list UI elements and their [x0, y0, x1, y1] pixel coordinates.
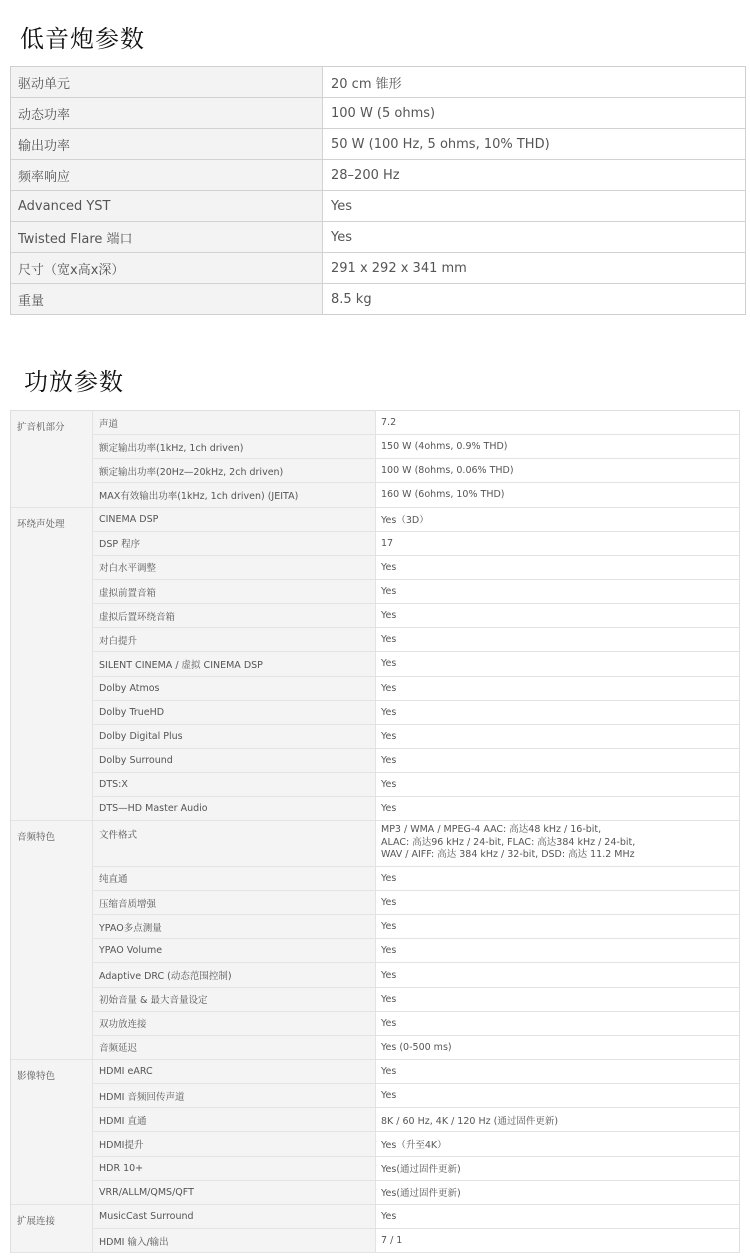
spec-value: 7.2 [376, 411, 740, 435]
spec-row [11, 435, 740, 459]
spec-value [376, 821, 740, 867]
spec-label: HDMI eARC [93, 1060, 376, 1084]
spec-label: 虚拟前置音箱 [93, 579, 376, 603]
spec-label: 对白水平调整 [93, 555, 376, 579]
spec-label: HDMI 音频回传声道 [93, 1084, 376, 1108]
spec-label: 文件格式 [93, 821, 376, 867]
spec-group-label: 环绕声处理 [11, 507, 93, 821]
spec-row [11, 253, 746, 284]
spec-label: 驱动单元 [11, 67, 323, 98]
spec-value: Yes [376, 1060, 740, 1084]
spec-row [11, 1060, 740, 1084]
spec-label: CINEMA DSP [93, 507, 376, 531]
spec-label: 声道 [93, 411, 376, 435]
subwoofer-title: 低音炮参数 [20, 25, 145, 53]
spec-row [11, 1180, 740, 1204]
spec-row [11, 748, 740, 772]
spec-label: 动态功率 [11, 98, 323, 129]
spec-label: 额定输出功率(1kHz, 1ch driven) [93, 435, 376, 459]
spec-row [11, 1156, 740, 1180]
spec-row [11, 579, 740, 603]
spec-label: 初始音量 & 最大音量设定 [93, 987, 376, 1011]
spec-row [11, 191, 746, 222]
spec-value-line: ALAC: 高达96 kHz / 24-bit, FLAC: 高达384 kHz / 24-bit, [381, 836, 636, 848]
spec-value: Yes（升至4K） [376, 1132, 740, 1156]
spec-label: 输出功率 [11, 129, 323, 160]
spec-value: Yes(通过固件更新) [376, 1156, 740, 1180]
spec-label: HDMI 输入/输出 [93, 1229, 376, 1253]
spec-row [11, 676, 740, 700]
spec-value: Yes [376, 1011, 740, 1035]
spec-label: YPAO多点测量 [93, 915, 376, 939]
spec-label: 尺寸（宽x高x深） [11, 253, 323, 284]
spec-value: Yes [376, 891, 740, 915]
spec-label: MusicCast Surround [93, 1204, 376, 1228]
spec-label: Dolby Digital Plus [93, 724, 376, 748]
spec-value: Yes [376, 579, 740, 603]
spec-value: Yes [376, 1084, 740, 1108]
spec-row [11, 1108, 740, 1132]
spec-label: 双功放连接 [93, 1011, 376, 1035]
spec-label: 压缩音质增强 [93, 891, 376, 915]
spec-row [11, 507, 740, 531]
spec-row [11, 483, 740, 507]
spec-value: 160 W (6ohms, 10% THD) [376, 483, 740, 507]
spec-label: Adaptive DRC (动态范围控制) [93, 963, 376, 987]
spec-row [11, 160, 746, 191]
spec-value: Yes [376, 676, 740, 700]
spec-value: Yes [376, 963, 740, 987]
spec-value: Yes [376, 652, 740, 676]
spec-value: 100 W (8ohms, 0.06% THD) [376, 459, 740, 483]
spec-value: 100 W (5 ohms) [323, 98, 746, 129]
spec-row [11, 555, 740, 579]
spec-value: Yes [376, 987, 740, 1011]
spec-value: Yes (0-500 ms) [376, 1035, 740, 1059]
spec-row [11, 963, 740, 987]
spec-value: 8.5 kg [323, 284, 746, 315]
spec-value: 8K / 60 Hz, 4K / 120 Hz (通过固件更新) [376, 1108, 740, 1132]
spec-value: 20 cm 锥形 [323, 67, 746, 98]
spec-row [11, 1011, 740, 1035]
spec-value: Yes [376, 555, 740, 579]
spec-row [11, 129, 746, 160]
spec-row [11, 1229, 740, 1253]
spec-row [11, 700, 740, 724]
spec-label: 纯直通 [93, 866, 376, 890]
spec-label: Advanced YST [11, 191, 323, 222]
spec-row [11, 652, 740, 676]
spec-row [11, 284, 746, 315]
spec-row [11, 891, 740, 915]
spec-row [11, 1132, 740, 1156]
spec-label: Dolby Atmos [93, 676, 376, 700]
spec-value: 150 W (4ohms, 0.9% THD) [376, 435, 740, 459]
amplifier-title: 功放参数 [24, 368, 124, 396]
spec-group-label: 音频特色 [11, 821, 93, 1060]
spec-value: Yes [376, 604, 740, 628]
spec-group-label: 扩音机部分 [11, 411, 93, 508]
spec-value: Yes [376, 700, 740, 724]
spec-label: SILENT CINEMA / 虚拟 CINEMA DSP [93, 652, 376, 676]
spec-row [11, 1084, 740, 1108]
spec-label: VRR/ALLM/QMS/QFT [93, 1180, 376, 1204]
spec-value: Yes [376, 628, 740, 652]
spec-group-label: 影像特色 [11, 1060, 93, 1205]
spec-row [11, 459, 740, 483]
spec-value: Yes [376, 1204, 740, 1228]
spec-value: Yes [376, 724, 740, 748]
spec-row [11, 628, 740, 652]
amplifier-spec-table [10, 410, 740, 1253]
spec-label: DSP 程序 [93, 531, 376, 555]
spec-row [11, 939, 740, 963]
spec-value: Yes [376, 797, 740, 821]
spec-value: Yes(通过固件更新) [376, 1180, 740, 1204]
spec-row [11, 604, 740, 628]
spec-value: 28–200 Hz [323, 160, 746, 191]
spec-value: Yes [376, 773, 740, 797]
spec-label: 频率响应 [11, 160, 323, 191]
spec-value: Yes（3D） [376, 507, 740, 531]
spec-value: 7 / 1 [376, 1229, 740, 1253]
spec-label: 虚拟后置环绕音箱 [93, 604, 376, 628]
spec-row [11, 531, 740, 555]
spec-value: Yes [376, 866, 740, 890]
spec-group-label: 扩展连接 [11, 1204, 93, 1252]
spec-row [11, 773, 740, 797]
spec-label: DTS—HD Master Audio [93, 797, 376, 821]
spec-row [11, 1204, 740, 1228]
spec-row [11, 724, 740, 748]
spec-label: HDR 10+ [93, 1156, 376, 1180]
spec-label: DTS:X [93, 773, 376, 797]
spec-label: MAX有效输出功率(1kHz, 1ch driven) (JEITA) [93, 483, 376, 507]
spec-value-line: MP3 / WMA / MPEG-4 AAC: 高达48 kHz / 16-bit, [381, 824, 602, 836]
subwoofer-spec-table [10, 66, 746, 315]
spec-label: YPAO Volume [93, 939, 376, 963]
spec-row [11, 411, 740, 435]
spec-label: HDMI 直通 [93, 1108, 376, 1132]
spec-label: 额定输出功率(20Hz—20kHz, 2ch driven) [93, 459, 376, 483]
spec-row [11, 98, 746, 129]
spec-row [11, 222, 746, 253]
spec-label: Dolby Surround [93, 748, 376, 772]
spec-value-line: WAV / AIFF: 高达 384 kHz / 32-bit, DSD: 高达 11.2 MHz [381, 849, 635, 861]
spec-label: HDMI提升 [93, 1132, 376, 1156]
spec-value: 50 W (100 Hz, 5 ohms, 10% THD) [323, 129, 746, 160]
spec-value: Yes [323, 191, 746, 222]
spec-row [11, 797, 740, 821]
spec-value: Yes [376, 748, 740, 772]
spec-label: Twisted Flare 端口 [11, 222, 323, 253]
spec-label: 对白提升 [93, 628, 376, 652]
spec-row [11, 821, 740, 867]
spec-value: Yes [323, 222, 746, 253]
spec-row [11, 987, 740, 1011]
spec-row [11, 915, 740, 939]
spec-label: 重量 [11, 284, 323, 315]
spec-row [11, 866, 740, 890]
spec-row [11, 67, 746, 98]
spec-row [11, 1035, 740, 1059]
spec-value: 17 [376, 531, 740, 555]
spec-value: Yes [376, 915, 740, 939]
spec-label: 音频延迟 [93, 1035, 376, 1059]
spec-value: Yes [376, 939, 740, 963]
spec-label: Dolby TrueHD [93, 700, 376, 724]
spec-value: 291 x 292 x 341 mm [323, 253, 746, 284]
